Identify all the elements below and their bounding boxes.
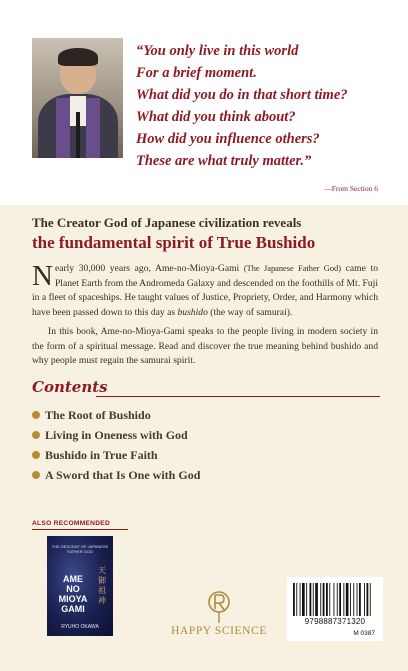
book-title-line: MIOYA — [58, 594, 88, 604]
para1-text-end: (the way of samurai). — [207, 306, 293, 318]
headline-intro: The Creator God of Japanese civilization reveals — [32, 215, 302, 230]
contents-item-label: Bushido in True Faith — [45, 448, 158, 462]
book-kanji-title: 天御祖神 — [98, 566, 106, 605]
barcode-bar — [334, 583, 335, 616]
also-recommended-label: ALSO RECOMMENDED — [32, 520, 111, 527]
para1-text: early 30,000 years ago, Ame-no-Mioya-Gami — [54, 263, 244, 274]
publisher-name: HAPPY SCIENCE — [171, 625, 267, 637]
contents-item-label: A Sword that Is One with God — [45, 468, 201, 482]
contents-item — [32, 445, 200, 465]
barcode-bar — [320, 583, 321, 616]
bullet-icon — [32, 471, 40, 479]
contents-item-label: Living in Oneness with God — [45, 428, 188, 442]
barcode-bar — [339, 583, 341, 616]
bullet-icon — [32, 451, 40, 459]
product-code: M 0387 — [353, 630, 375, 637]
quote-line: What did you do in that short time? — [136, 87, 348, 103]
isbn-number: 9798887371320 — [304, 617, 366, 626]
para1-italic-term: bushido — [177, 306, 208, 318]
also-recommended-divider — [32, 529, 128, 530]
description-paragraph-2: In this book, Ame-no-Mioya-Gami speaks to the people living in modern society in the form of a spiritual message. Read and discover the true meaning behind bushido and why people must regain the samurai spirit. — [32, 326, 378, 367]
happy-science-emblem-icon — [206, 590, 232, 624]
photo-microphone — [76, 112, 80, 158]
barcode-bar — [302, 583, 305, 616]
para1-text-continued: came to Planet Earth from the Andromeda Galaxy and descended on the foothills of Mt. Fuji in a fleet of spaceships. He taught values of Justice, Propriety, Order, and Harmony which have been passed down to this day as — [32, 263, 379, 318]
barcode-bar — [343, 583, 344, 616]
barcode-bar — [326, 583, 328, 616]
barcode-bar — [329, 583, 330, 616]
quote-line: How did you influence others? — [136, 131, 320, 147]
barcode-bar — [296, 583, 297, 616]
contents-item-label: The Root of Bushido — [45, 408, 151, 422]
contents-divider — [96, 396, 380, 397]
para1-aside: (The Japanese Father God) — [243, 264, 342, 273]
contents-list — [32, 405, 200, 485]
contents-item — [32, 465, 200, 485]
bullet-icon — [32, 411, 40, 419]
barcode-bar — [315, 583, 318, 616]
barcode-bar — [370, 583, 371, 616]
barcode-bar — [310, 583, 312, 616]
book-subtitle: THE DESCENT OF JAPANESE FATHER GOD — [51, 544, 109, 554]
contents-item — [32, 405, 200, 425]
book-title-line: AME — [63, 574, 83, 584]
barcode-bar — [300, 583, 301, 616]
barcode-bar — [367, 583, 369, 616]
quote-section — [0, 0, 408, 205]
photo-stole-left — [56, 98, 70, 158]
quote-line: What did you think about? — [136, 109, 296, 125]
barcode-bar — [337, 583, 338, 616]
contents-heading: Contents — [32, 378, 108, 396]
barcode-bar — [350, 583, 351, 616]
barcode — [287, 577, 383, 641]
headline-main: the fundamental spirit of True Bushido — [32, 233, 316, 252]
quote-line: “You only live in this world — [136, 43, 299, 59]
barcode-icon — [293, 583, 377, 616]
description-paragraph-1 — [32, 262, 378, 320]
quote-line: For a brief moment. — [136, 65, 257, 81]
bullet-icon — [32, 431, 40, 439]
recommended-book-cover — [47, 536, 113, 636]
barcode-bar — [313, 583, 314, 616]
quote-source: —From Section 6 — [324, 184, 378, 193]
quote-line: These are what truly matter.” — [136, 153, 312, 169]
book-title — [53, 574, 93, 614]
contents-item — [32, 425, 200, 445]
book-title-line: NO — [66, 584, 80, 594]
photo-hair — [58, 48, 98, 66]
barcode-bar — [364, 583, 365, 616]
book-author: RYUHO OKAWA — [61, 624, 99, 630]
barcode-bar — [353, 583, 354, 616]
barcode-bar — [359, 583, 361, 616]
barcode-bar — [346, 583, 349, 616]
barcode-bar — [306, 583, 307, 616]
author-photo — [32, 38, 123, 158]
publisher-logo — [164, 590, 274, 637]
barcode-bar — [323, 583, 325, 616]
photo-stole-right — [86, 98, 100, 158]
barcode-bar — [357, 583, 358, 616]
barcode-bar — [293, 583, 295, 616]
pull-quote — [136, 40, 396, 172]
book-title-line: GAMI — [61, 604, 85, 614]
drop-cap: N — [32, 260, 53, 292]
